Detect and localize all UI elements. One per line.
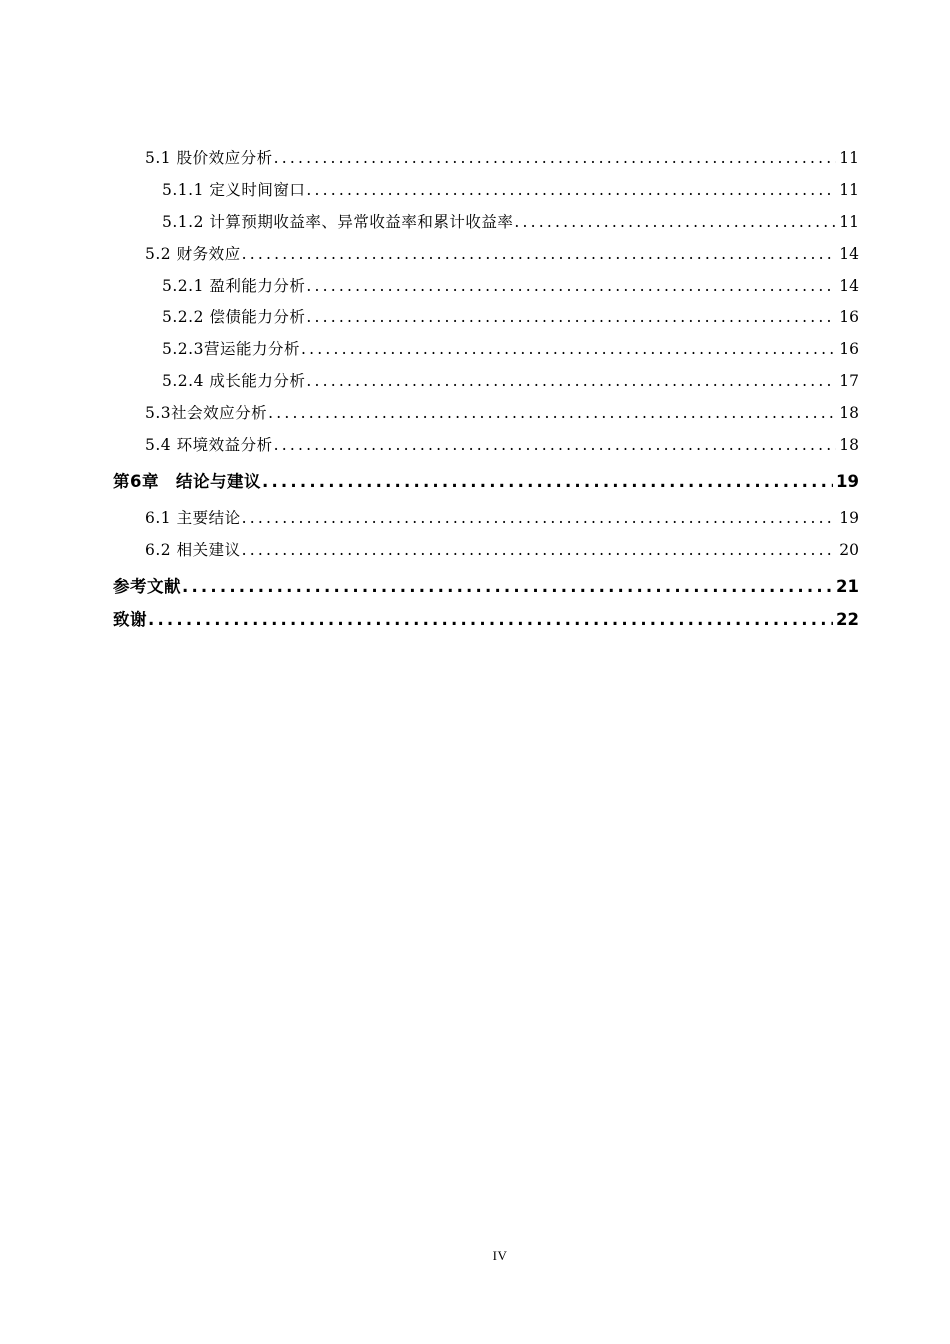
toc-dot-leader [242, 541, 837, 559]
toc-entry-5-1-2[interactable] [0, 210, 950, 236]
toc-page-number: 11 [839, 181, 859, 199]
toc-dot-leader [306, 277, 836, 295]
toc-dot-leader [242, 245, 837, 263]
toc-dot-leader [182, 577, 833, 596]
toc-dot-leader [306, 308, 836, 326]
toc-page-number: 11 [839, 149, 859, 167]
toc-page-number: 22 [836, 610, 859, 629]
toc-entry-5-2-1[interactable] [0, 274, 950, 300]
toc-entry-5-2-4[interactable] [0, 369, 950, 395]
toc-page-number: 19 [836, 472, 859, 491]
toc-entry-title: 5.2 财务效应 [145, 245, 241, 263]
toc-entry-title: 5.1.2 计算预期收益率、异常收益率和累计收益率 [162, 213, 514, 231]
toc-page-number: 14 [839, 245, 859, 263]
toc-entry-title: 6.1 主要结论 [145, 509, 241, 527]
toc-dot-leader [262, 472, 833, 491]
toc-entry-6-2[interactable] [0, 538, 950, 564]
toc-entry-5-2[interactable] [0, 242, 950, 268]
toc-dot-leader [274, 436, 837, 454]
toc-entry-references[interactable] [0, 573, 950, 599]
toc-entry-title: 5.1 股价效应分析 [145, 149, 273, 167]
toc-dot-leader [514, 213, 836, 231]
toc-page-number: 18 [839, 404, 859, 422]
toc-page-number: 21 [836, 577, 859, 596]
toc-entry-5-3[interactable] [0, 401, 950, 427]
toc-dot-leader [148, 610, 833, 629]
toc-entry-5-2-3[interactable] [0, 337, 950, 363]
toc-page-number: 11 [839, 213, 859, 231]
toc-page-number: 20 [839, 541, 859, 559]
toc-dot-leader [306, 181, 836, 199]
toc-page-number: 17 [839, 372, 859, 390]
toc-entry-title: 5.2.2 偿债能力分析 [162, 308, 306, 326]
toc-entry-title: 致谢 [113, 610, 147, 629]
toc-dot-leader [268, 404, 836, 422]
toc-page-number: 16 [839, 308, 859, 326]
toc-page-number: 14 [839, 277, 859, 295]
toc-entry-title: 5.2.1 盈利能力分析 [162, 277, 306, 295]
toc-entry-title: 5.4 环境效益分析 [145, 436, 273, 454]
toc-entry-5-1[interactable] [0, 146, 950, 172]
page-footer-number: IV [492, 1248, 508, 1263]
toc-entry-6-1[interactable] [0, 506, 950, 532]
toc-entry-title: 5.1.1 定义时间窗口 [162, 181, 306, 199]
toc-entry-5-4[interactable] [0, 433, 950, 459]
toc-entry-5-1-1[interactable] [0, 178, 950, 204]
toc-entry-title: 5.3社会效应分析 [145, 404, 268, 422]
toc-entry-acknowledgements[interactable] [0, 606, 950, 632]
toc-entry-chapter-6[interactable] [0, 468, 950, 494]
toc-dot-leader [306, 372, 836, 390]
toc-entry-title: 参考文献 [113, 577, 181, 596]
toc-entry-title: 5.2.3营运能力分析 [162, 340, 300, 358]
toc-entry-5-2-2[interactable] [0, 305, 950, 331]
toc-page-number: 18 [839, 436, 859, 454]
toc-page-number: 16 [839, 340, 859, 358]
toc-dot-leader [242, 509, 837, 527]
toc-dot-leader [301, 340, 836, 358]
toc-entry-title: 5.2.4 成长能力分析 [162, 372, 306, 390]
toc-dot-leader [274, 149, 837, 167]
toc-page-number: 19 [839, 509, 859, 527]
toc-entry-title: 第6章 结论与建议 [113, 472, 261, 491]
toc-entry-title: 6.2 相关建议 [145, 541, 241, 559]
